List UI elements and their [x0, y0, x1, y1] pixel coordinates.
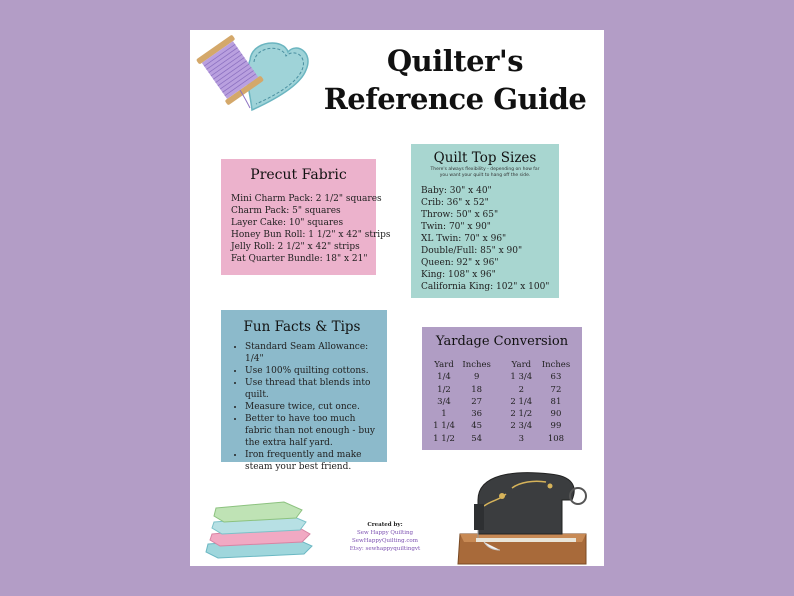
inches-cell: 99: [550, 421, 562, 432]
tip-item: • Use 100% quilting cottons.: [245, 365, 377, 377]
inches-cell: 72: [550, 384, 562, 395]
credit-etsy-link[interactable]: Etsy: sewhappyquiltingvt: [349, 546, 421, 552]
precut-heading: Precut Fabric: [250, 167, 347, 183]
size-item: Baby: 30" x 40": [421, 186, 492, 196]
inches-cell: 54: [471, 433, 483, 444]
inches-cell: 45: [471, 421, 483, 432]
sizes-note-line: There's always flexibility - depending on how far: [430, 167, 540, 172]
precut-item: Charm Pack: 5" squares: [231, 206, 341, 216]
yardage-conversion-card: [422, 327, 582, 450]
inches-cell: 90: [550, 409, 562, 420]
yard-cell: 1/2: [437, 384, 451, 395]
tip-item: • Standard Seam Allowance: 1/4": [245, 341, 377, 365]
yardage-table: [428, 359, 576, 445]
size-item: Throw: 50" x 65": [421, 210, 499, 220]
yard-header: Yard: [511, 360, 532, 370]
sizes-note: [421, 167, 549, 179]
size-item: Crib: 36" x 52": [421, 198, 489, 208]
precut-item: Honey Bun Roll: 1 1/2" x 42" strips: [231, 230, 391, 240]
yard-cell: 1: [441, 409, 447, 420]
size-item: Queen: 92" x 96": [421, 258, 499, 268]
size-item: California King: 102" x 100": [421, 282, 550, 292]
inches-column-right: [539, 359, 573, 445]
tip-item: • Use thread that blends into quilt.: [245, 377, 377, 401]
sizes-heading: Quilt Top Sizes: [433, 150, 537, 166]
title-line-2: Reference Guide: [323, 82, 587, 116]
inches-header: Inches: [541, 360, 571, 370]
credit-label: Created by:: [367, 522, 403, 528]
tip-item: • Measure twice, cut once.: [245, 401, 377, 413]
yard-cell: 1 1/2: [433, 433, 455, 444]
inches-column-left: [460, 359, 494, 445]
tip-item: • Iron frequently and make steam your best friend.: [245, 449, 377, 473]
fun-facts-tips-card: [221, 310, 387, 472]
tip-item: • Better to have too much fabric than not enough - buy the extra half yard.: [245, 413, 377, 449]
tips-heading: Fun Facts & Tips: [243, 319, 361, 335]
fabric-stack-icon: [204, 496, 318, 560]
credit-block: [335, 521, 435, 553]
reference-guide-page: [190, 30, 604, 566]
title-line-1: Quilter's: [386, 44, 524, 78]
precut-item: Jelly Roll: 2 1/2" x 42" strips: [231, 242, 360, 252]
yard-cell: 2 1/4: [510, 396, 533, 407]
yard-cell: 2: [518, 384, 525, 395]
yard-cell: 3: [518, 433, 525, 444]
yard-column-left: [431, 359, 457, 445]
credit-website-link[interactable]: SewHappyQuilting.com: [352, 538, 418, 544]
page-title: [310, 42, 600, 118]
yard-column-right: [506, 359, 536, 445]
yard-cell: 2 1/2: [510, 409, 533, 420]
inches-cell: 18: [471, 384, 483, 395]
sewing-machine-icon: [454, 466, 594, 566]
tips-list: [227, 341, 377, 473]
size-item: Twin: 70" x 90": [421, 222, 491, 232]
precut-item: Layer Cake: 10" squares: [231, 218, 344, 228]
yard-cell: 3/4: [437, 396, 451, 407]
thread-spool-icon: [192, 30, 312, 112]
yard-cell: 1 1/4: [433, 421, 455, 432]
credit-name: Sew Happy Quilting: [356, 530, 414, 536]
yard-cell: 1/4: [437, 372, 451, 383]
inches-cell: 108: [547, 433, 565, 444]
size-item: Double/Full: 85" x 90": [421, 246, 523, 256]
size-item: King: 108" x 96": [421, 270, 496, 280]
yardage-heading: Yardage Conversion: [435, 334, 569, 349]
precut-item: Fat Quarter Bundle: 18" x 21": [231, 254, 368, 264]
sizes-note-line: you want your quilt to hang off the side.: [439, 173, 531, 178]
precut-item: Mini Charm Pack: 2 1/2" squares: [231, 194, 382, 204]
quilt-top-sizes-card: [411, 144, 559, 298]
yard-cell: 2 3/4: [510, 421, 533, 432]
inches-cell: 27: [471, 396, 483, 407]
inches-cell: 63: [550, 372, 562, 383]
yard-header: Yard: [434, 360, 454, 370]
inches-cell: 36: [471, 409, 483, 420]
inches-cell: 81: [550, 396, 562, 407]
precut-fabric-card: [221, 159, 391, 275]
inches-header: Inches: [462, 360, 491, 370]
size-item: XL Twin: 70" x 96": [421, 234, 507, 244]
yard-cell: 1 3/4: [510, 372, 533, 383]
inches-cell: 9: [473, 372, 480, 383]
